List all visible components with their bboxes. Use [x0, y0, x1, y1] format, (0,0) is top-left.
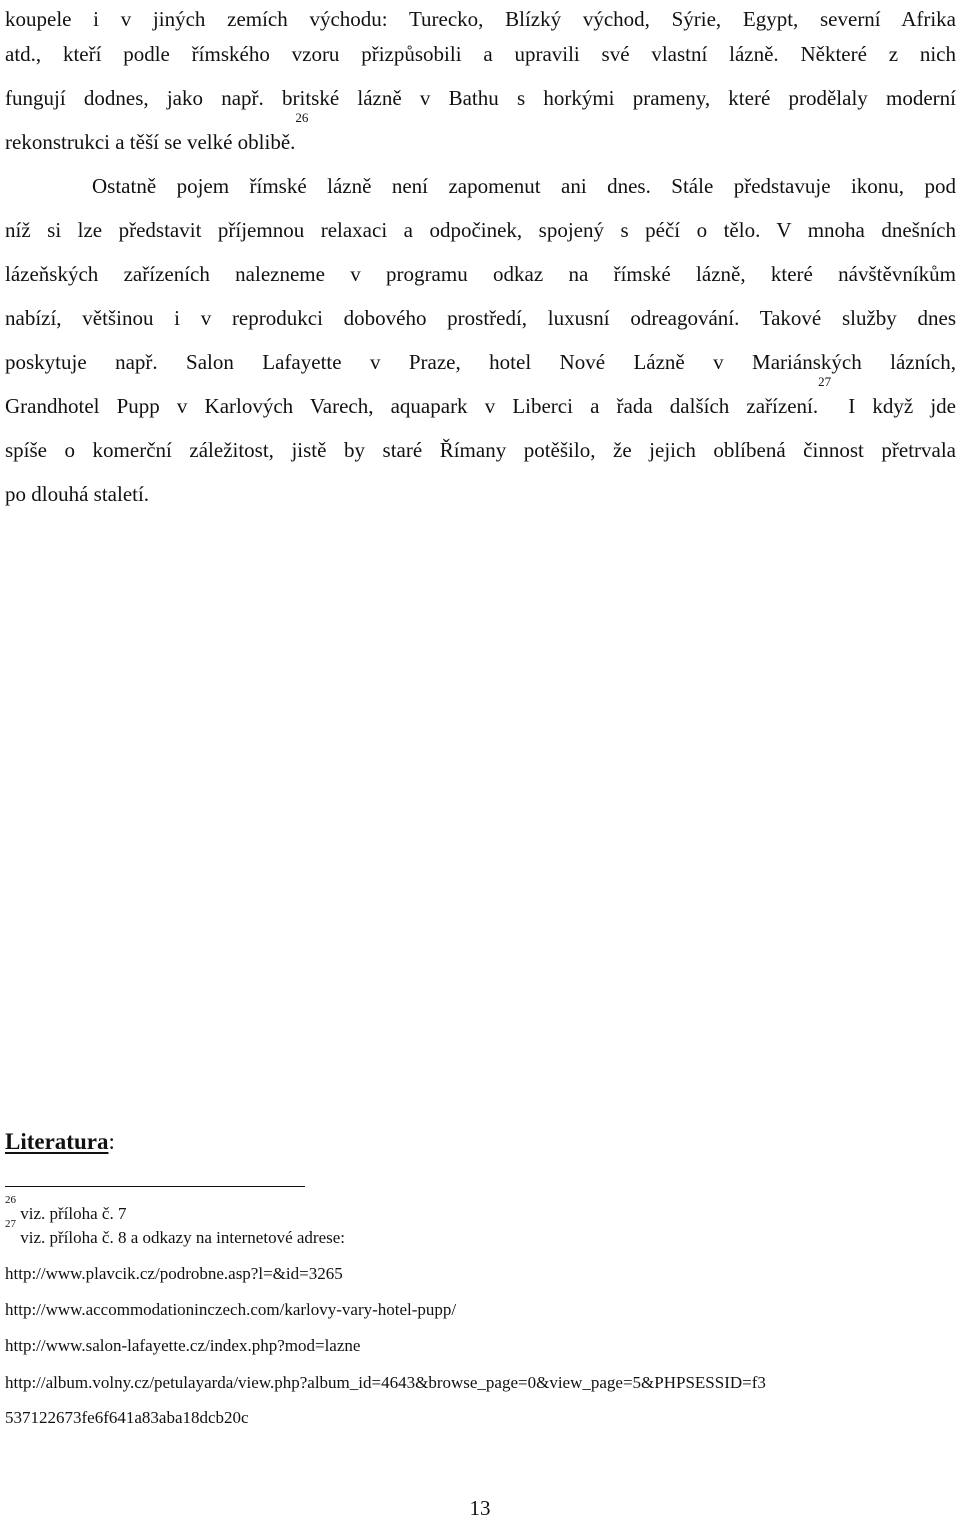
footnote-text: viz. příloha č. 7 [20, 1204, 127, 1223]
footnote-number: 27 [5, 1218, 16, 1230]
body-line [5, 374, 956, 428]
body-line: atd., kteří podle římského vzoru přizpůsobili a upravili své vlastní lázně. Některé z nich [5, 42, 956, 66]
footnote-link[interactable]: http://www.accommodationinczech.com/karlovy-vary-hotel-pupp/ [5, 1300, 457, 1319]
footnote-text: viz. příloha č. 8 a odkazy na internetové adrese: [20, 1228, 346, 1247]
footnote-separator [5, 1186, 305, 1187]
body-line: po dlouhá staletí. [5, 482, 150, 506]
literature-title: Literatura [5, 1129, 109, 1154]
body-line: Ostatně pojem římské lázně není zapomenut ani dnes. Stále představuje ikonu, pod [92, 174, 956, 198]
body-line: poskytuje např. Salon Lafayette v Praze, hotel Nové Lázně v Mariánských lázních, [5, 350, 956, 374]
footnote-26 [5, 1194, 956, 1226]
body-line [5, 110, 956, 164]
literature-colon: : [108, 1129, 115, 1154]
body-line: koupele i v jiných zemích východu: Turecko, Blízký východ, Sýrie, Egypt, severní Afrika [5, 7, 956, 31]
footnote-ref[interactable]: 27 [818, 374, 832, 389]
footnote-link[interactable]: http://www.plavcik.cz/podrobne.asp?l=&id=3265 [5, 1264, 343, 1283]
body-line: lázeňských zařízeních nalezneme v programu odkaz na římské lázně, které návštěvníkům [5, 262, 956, 286]
body-line: fungují dodnes, jako např. britské lázně v Bathu s horkými prameny, které prodělaly moderní [5, 86, 956, 110]
body-text: Grandhotel Pupp v Karlových Varech, aquapark v Liberci a řada dalších zařízení. [5, 394, 819, 418]
footnote-number: 26 [5, 1194, 16, 1206]
footnote-link[interactable]: http://album.volny.cz/petulayarda/view.php?album_id=4643&browse_page=0&view_page=5&PHPSESSID=f3 [5, 1373, 766, 1392]
body-text: I když jde [831, 394, 956, 418]
body-line: níž si lze představit příjemnou relaxaci a odpočinek, spojený s péčí o tělo. V mnoha dnešních [5, 218, 956, 242]
body-text: rekonstrukci a těší se velké oblibě. [5, 130, 296, 154]
footnote-27 [5, 1218, 956, 1250]
footnote-link[interactable]: http://www.salon-lafayette.cz/index.php?mod=lazne [5, 1336, 361, 1355]
body-line: nabízí, většinou i v reprodukci dobového prostředí, luxusní odreagování. Takové služby dnes [5, 306, 956, 330]
body-line: spíše o komerční záležitost, jistě by staré Římany potěšilo, že jejich oblíbená činnost přetrvala [5, 438, 956, 462]
footnote-ref[interactable]: 26 [295, 110, 309, 125]
page-number: 13 [469, 1496, 491, 1520]
footnote-link-continued[interactable]: 537122673fe6f641a83aba18dcb20c [5, 1408, 249, 1427]
literature-heading [5, 1120, 115, 1164]
